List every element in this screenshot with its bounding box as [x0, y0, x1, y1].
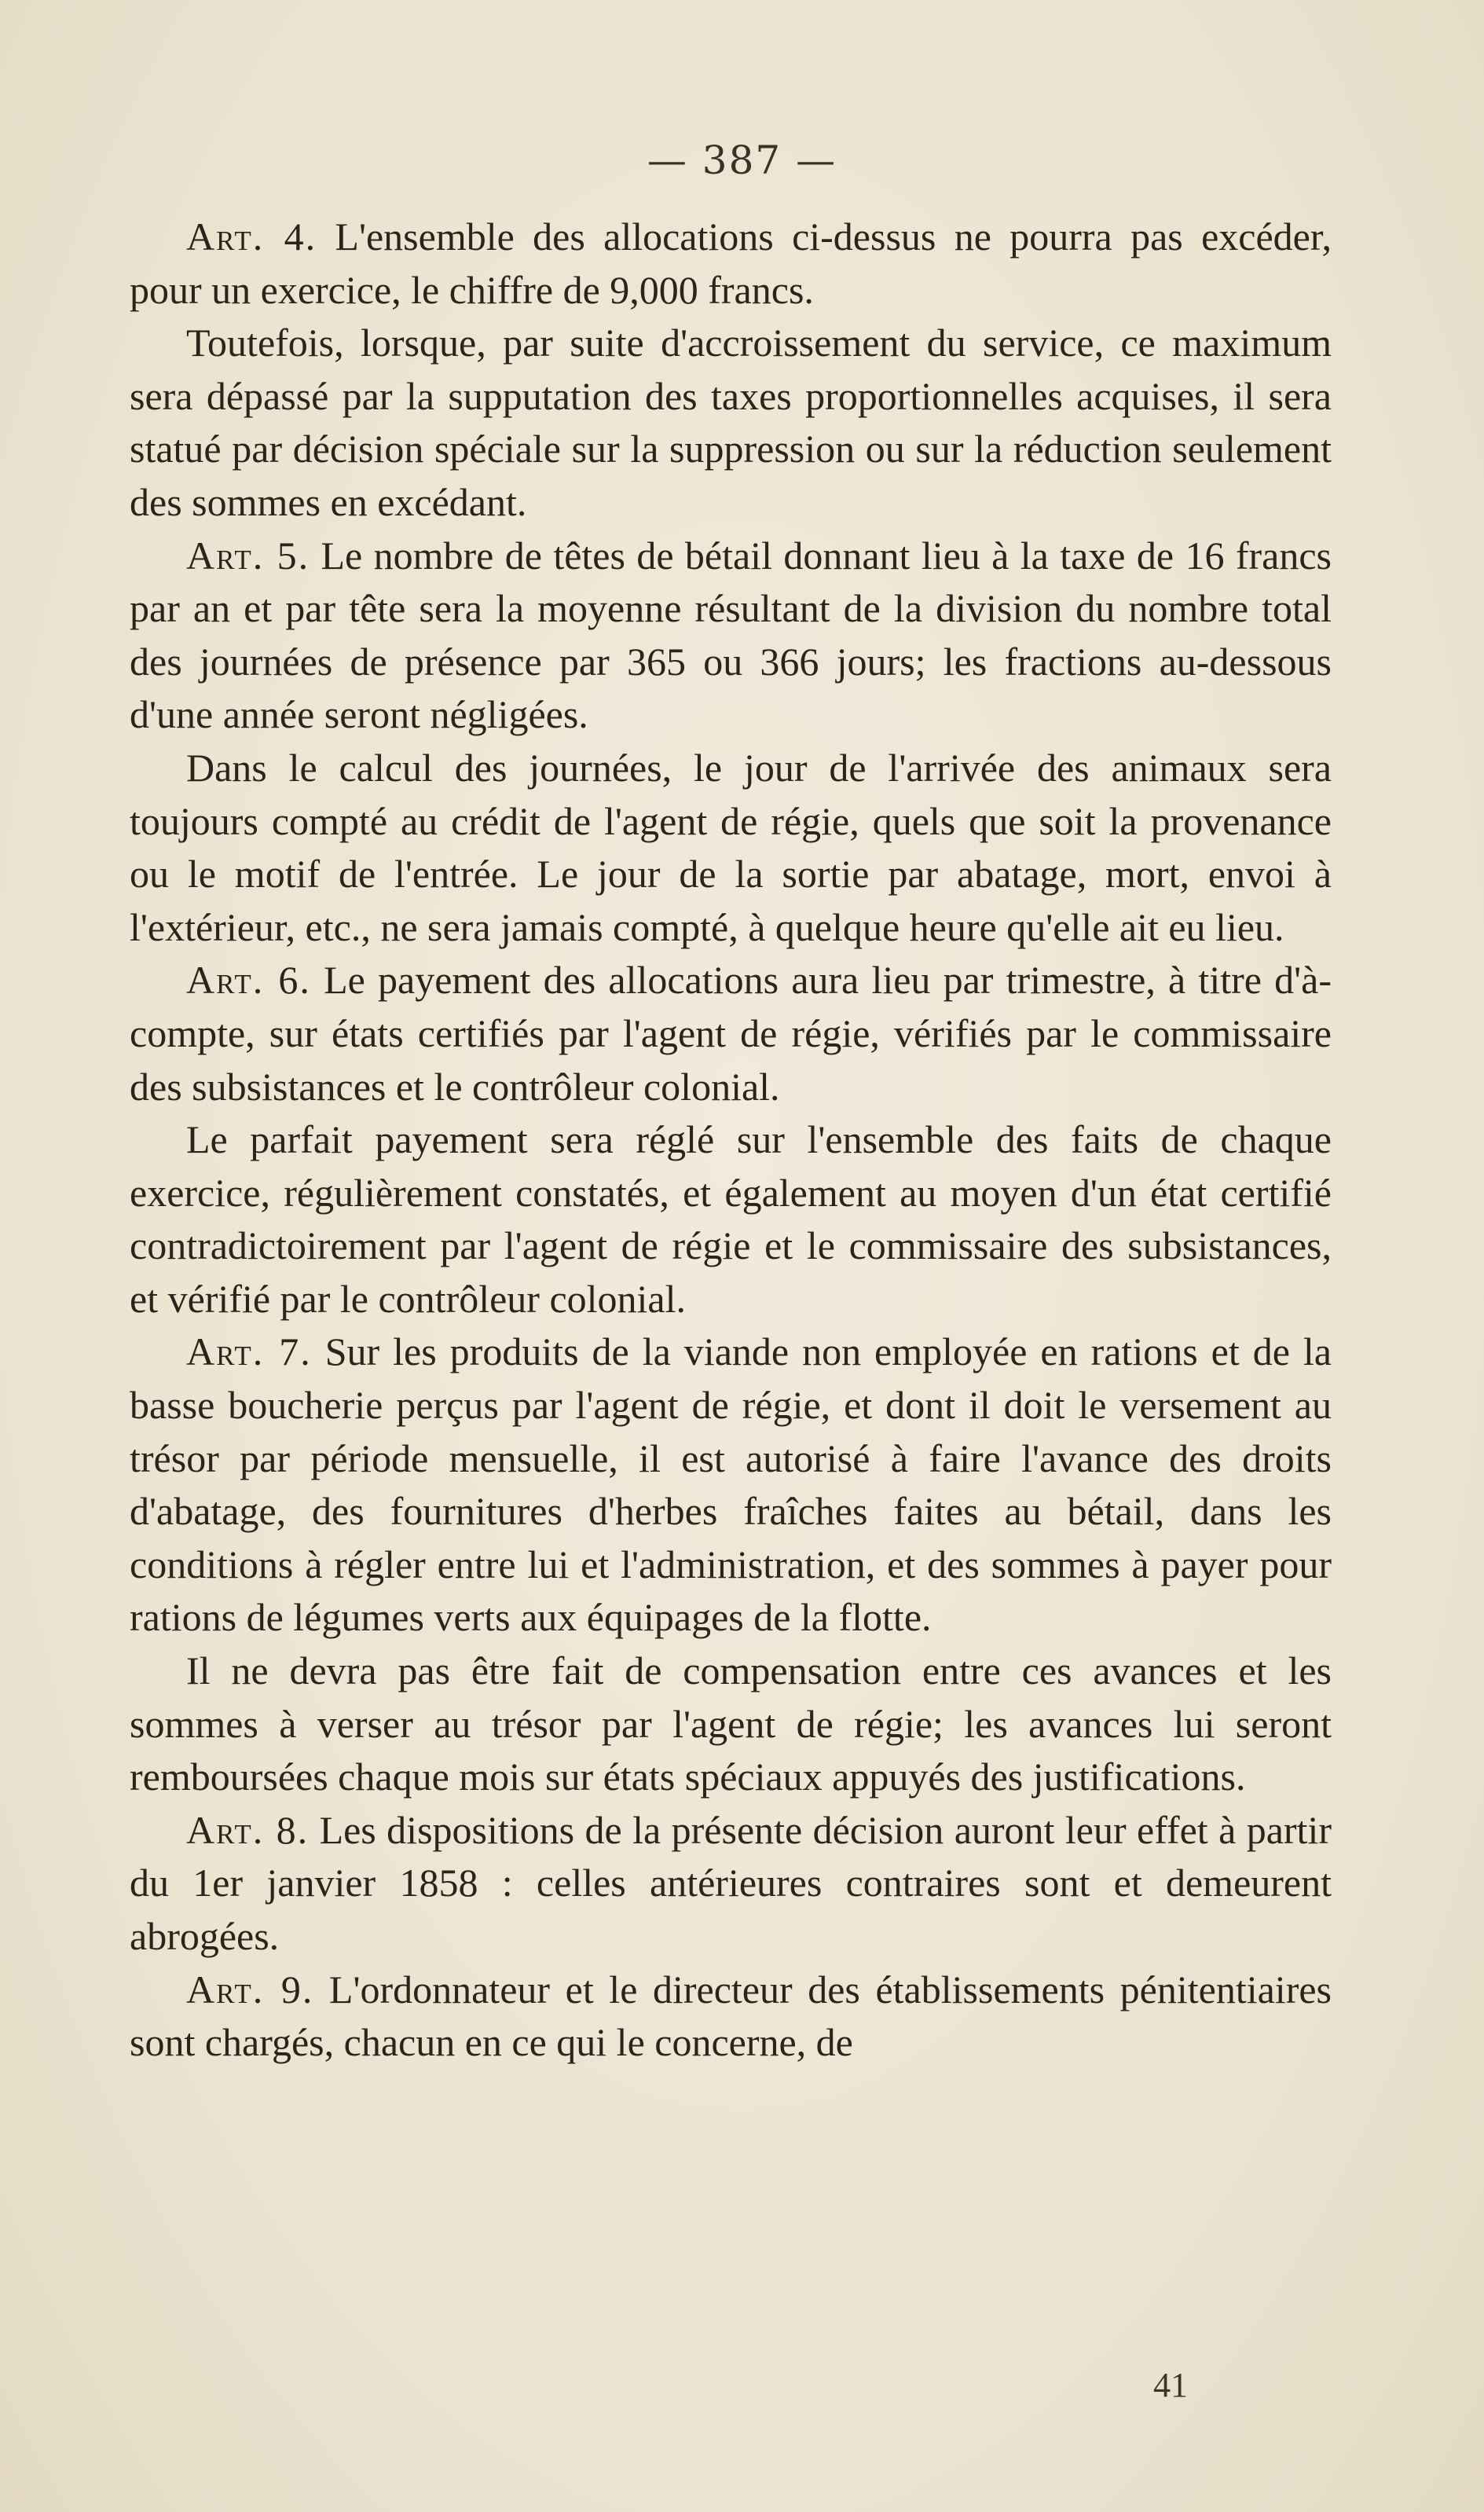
paragraph-text: Le nombre de têtes de bétail donnant lieu à la taxe de 16 francs par an et par tête sera la moyenne résultant de la division du nombre total des journées de présence par 365 ou 366 jours; les fractions au-dessous d'une année seront négligées.: [130, 533, 1332, 737]
paragraph-art-6: [130, 954, 1332, 1113]
paragraph-art-9: [130, 1964, 1332, 2070]
paragraph-text: Il ne devra pas être fait de compensation entre ces avances et les sommes à verser au trésor par l'agent de régie; les avances lui seront remboursées chaque mois sur états spéciaux appuyés des justifications.: [130, 1648, 1332, 1799]
article-label: Art. 7.: [186, 1329, 312, 1374]
article-label: Art. 9.: [186, 1967, 314, 2011]
paragraph-text: Les dispositions de la présente décision auront leur effet à partir du 1er janvier 1858 : celles antérieures contraires sont et demeurent abrogées.: [130, 1807, 1332, 1958]
paragraph-text: Toutefois, lorsque, par suite d'accroissement du service, ce maximum sera dépassé par la supputation des taxes proportionnelles acquises, il sera statué par décision spéciale sur la suppression ou sur la réduction seulement des sommes en excédant.: [130, 321, 1332, 524]
paragraph-text: Le parfait payement sera réglé sur l'ensemble des faits de chaque exercice, régulièrement constatés, et également au moyen d'un état certifié contradictoirement par l'agent de régie et le commissaire des subsistances, et vérifié par le contrôleur colonial.: [130, 1117, 1332, 1321]
paragraph-art-6-cont: [130, 1113, 1332, 1326]
paragraph-text: Sur les produits de la viande non employée en rations et de la basse boucherie perçus par l'agent de régie, et dont il doit le versement au trésor par période mensuelle, il est autorisé à faire l'avance des droits d'abatage, des fournitures d'herbes fraîches faites au bétail, dans les conditions à régler entre lui et l'administration, et des sommes à payer pour rations de légumes verts aux équipages de la flotte.: [130, 1329, 1332, 1640]
article-label: Art. 5.: [186, 533, 310, 578]
paragraph-art-7-cont: [130, 1645, 1332, 1804]
paragraph-text: Dans le calcul des journées, le jour de l'arrivée des animaux sera toujours compté au crédit de l'agent de régie, quels que soit la provenance ou le motif de l'entrée. Le jour de la sortie par abatage, mort, envoi à l'extérieur, etc., ne sera jamais compté, à quelque heure qu'elle ait eu lieu.: [130, 745, 1332, 949]
article-label: Art. 6.: [186, 958, 311, 1003]
paragraph-art-8: [130, 1804, 1332, 1964]
body-text: [130, 211, 1332, 2070]
paragraph-art-4-cont: [130, 317, 1332, 529]
article-label: Art. 8.: [186, 1807, 310, 1852]
paragraph-text: L'ordonnateur et le directeur des établissements pénitentiaires sont chargés, chacun en ce qui le concerne, de: [130, 1967, 1332, 2065]
article-label: Art. 4.: [186, 215, 317, 259]
paragraph-art-7: [130, 1326, 1332, 1645]
page-number: — 387 —: [647, 138, 837, 183]
paragraph-text: L'ensemble des allocations ci-dessus ne pourra pas excéder, pour un exercice, le chiffre de 9,000 francs.: [130, 215, 1332, 312]
paragraph-art-5-cont: [130, 742, 1332, 954]
paragraph-art-4: [130, 211, 1332, 317]
paragraph-art-5: [130, 530, 1332, 742]
paragraph-text: Le payement des allocations aura lieu par trimestre, à titre d'à-compte, sur états certifiés par l'agent de régie, vérifiés par le commissaire des subsistances et le contrôleur colonial.: [130, 958, 1332, 1109]
signature-mark: 41: [1153, 2366, 1188, 2404]
